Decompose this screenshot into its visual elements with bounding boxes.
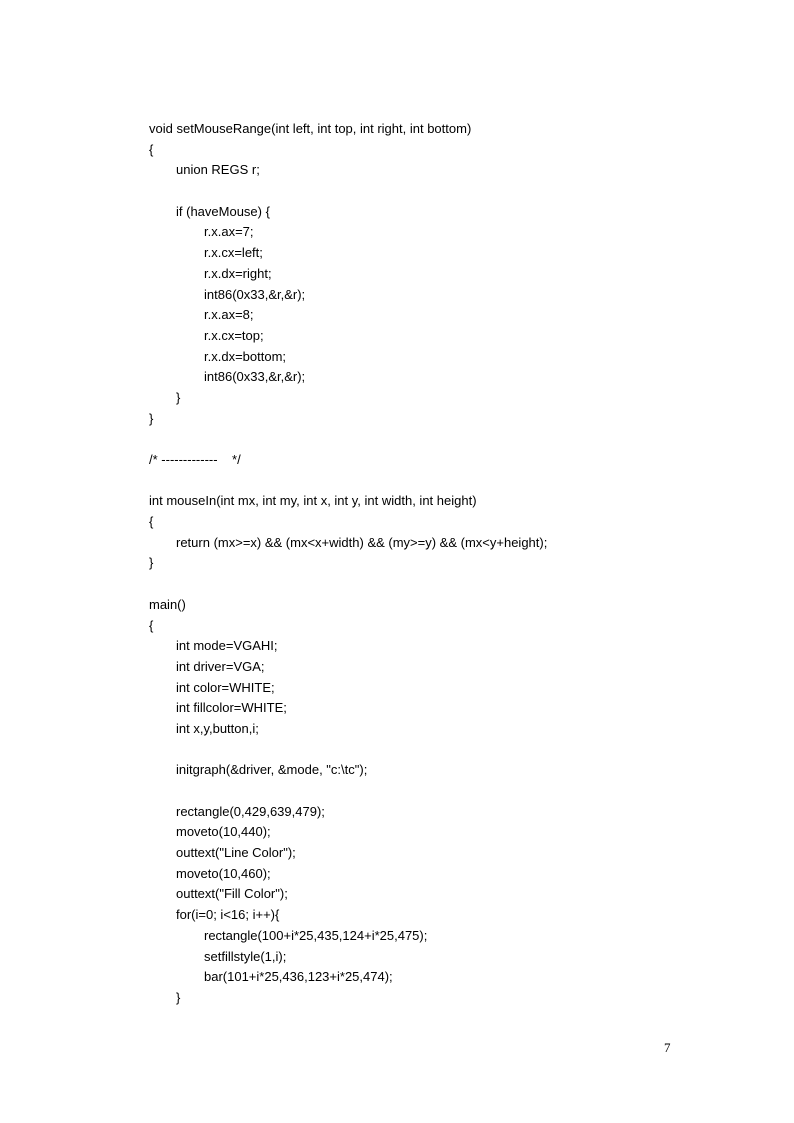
code-line: setfillstyle(1,i); [204,948,287,964]
code-line: moveto(10,440); [176,824,271,840]
code-line: { [149,141,154,157]
code-line: main() [149,596,186,612]
code-line: int mouseIn(int mx, int my, int x, int y, int width, int height) [149,493,477,509]
code-line: int mode=VGAHI; [176,638,278,654]
code-line: } [149,410,154,426]
code-line: { [149,514,154,530]
code-line: int x,y,button,i; [176,720,259,736]
code-line: } [176,989,181,1005]
code-line: r.x.dx=right; [204,265,272,281]
code-line: moveto(10,460); [176,865,271,881]
code-line: int86(0x33,&r,&r); [204,286,306,302]
page-number: 7 [664,1040,671,1055]
code-line: for(i=0; i<16; i++){ [176,907,280,923]
code-line: /* ------------- */ [149,452,241,467]
code-line [149,181,769,202]
code-line: } [149,555,154,571]
code-line: bar(101+i*25,436,123+i*25,474); [204,969,393,985]
code-line [149,574,769,595]
code-line: int color=WHITE; [176,679,275,695]
code-listing [149,119,769,1009]
code-line: outtext("Line Color"); [176,845,296,861]
code-line: r.x.ax=7; [204,224,254,240]
code-line: outtext("Fill Color"); [176,886,288,902]
code-line: initgraph(&driver, &mode, "c:\tc"); [176,762,368,778]
code-line [149,781,769,802]
code-line: } [176,389,181,405]
code-line: rectangle(0,429,639,479); [176,803,325,819]
code-line: { [149,617,154,633]
code-line [149,471,769,492]
code-line: r.x.dx=bottom; [204,348,287,364]
code-line: r.x.cx=top; [204,327,264,343]
code-line: int86(0x33,&r,&r); [204,369,306,385]
code-line: rectangle(100+i*25,435,124+i*25,475); [204,927,428,943]
code-line: void setMouseRange(int left, int top, int right, int bottom) [149,121,472,136]
code-line: r.x.ax=8; [204,307,254,323]
code-line [149,740,769,761]
code-line: return (mx>=x) && (mx<x+width) && (my>=y) && (mx<y+height); [176,534,548,550]
code-line: r.x.cx=left; [204,245,263,261]
code-line: if (haveMouse) { [176,203,270,219]
code-line: union REGS r; [176,162,260,178]
code-line [149,429,769,450]
code-line: int driver=VGA; [176,658,265,674]
code-line: int fillcolor=WHITE; [176,700,287,716]
